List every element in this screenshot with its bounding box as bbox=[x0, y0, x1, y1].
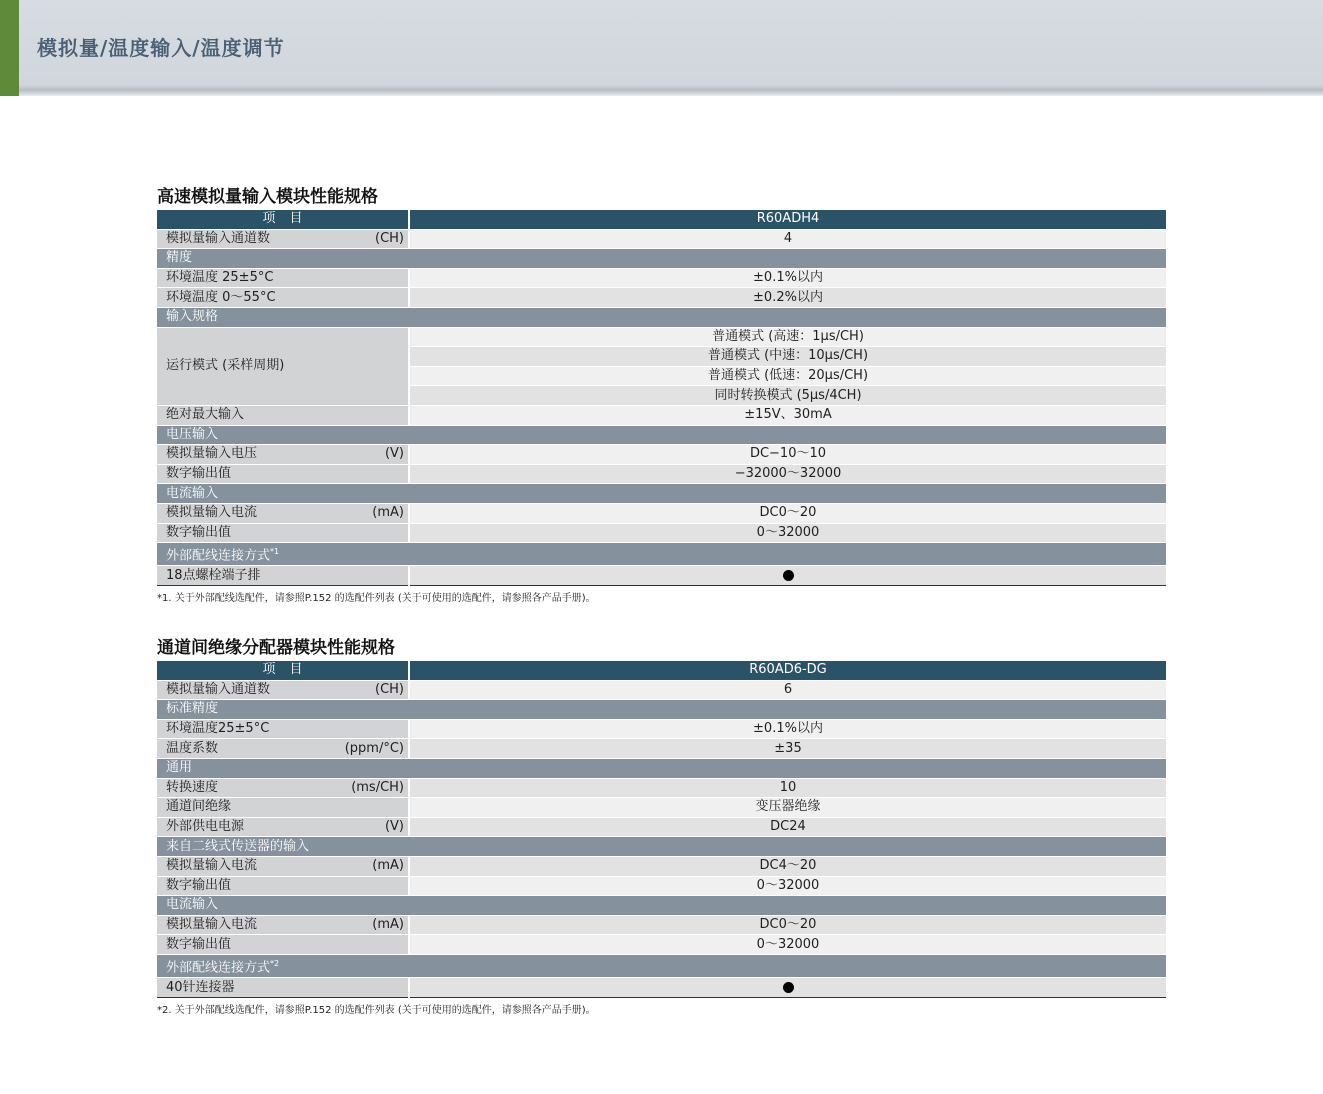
spec-section-r60ad6-dg bbox=[157, 637, 1166, 1018]
page-header bbox=[0, 0, 1323, 96]
table-row bbox=[157, 856, 1166, 876]
table-header-row bbox=[157, 210, 1166, 229]
row-label: 转换速度 bbox=[166, 779, 219, 795]
row-label: 温度系数 bbox=[166, 740, 219, 756]
category-label: 电流输入 bbox=[157, 484, 1166, 504]
category-row bbox=[157, 758, 1166, 778]
spec-table-r60adh4 bbox=[157, 210, 1166, 586]
category-label: 精度 bbox=[157, 249, 1166, 269]
table-row bbox=[157, 739, 1166, 759]
table-row bbox=[157, 405, 1166, 425]
model-column-header: R60AD6-DG bbox=[409, 661, 1166, 680]
category-row bbox=[157, 307, 1166, 327]
footnote: *1. 关于外部配线选配件，请参照P.152 的选配件列表 (关于可使用的选配件，请参照各产品手册)。 bbox=[157, 593, 596, 605]
table-row bbox=[157, 719, 1166, 739]
section-title: 通道间绝缘分配器模块性能规格 bbox=[157, 638, 395, 658]
row-label: 环境温度25±5°C bbox=[157, 719, 409, 739]
row-label: 外部供电电源 bbox=[166, 819, 245, 835]
category-row bbox=[157, 543, 1166, 566]
table-row bbox=[157, 445, 1166, 465]
row-value: 4 bbox=[409, 229, 1166, 249]
category-label: 标准精度 bbox=[157, 700, 1166, 720]
row-unit: (V) bbox=[384, 446, 404, 462]
category-label: 外部配线连接方式 bbox=[166, 960, 271, 976]
row-label: 模拟量输入电压 bbox=[166, 446, 258, 462]
row-value: 0～32000 bbox=[409, 876, 1166, 896]
row-value: 同时转换模式 (5μs/4CH) bbox=[409, 386, 1166, 406]
table-row bbox=[157, 680, 1166, 700]
row-unit: (mA) bbox=[372, 917, 404, 933]
category-row bbox=[157, 425, 1166, 445]
table-header-row bbox=[157, 661, 1166, 680]
row-unit: (mA) bbox=[372, 505, 404, 521]
item-column-header: 项目 bbox=[157, 661, 409, 680]
row-value: DC−10～10 bbox=[409, 445, 1166, 465]
table-row bbox=[157, 876, 1166, 896]
category-label: 电压输入 bbox=[157, 425, 1166, 445]
row-value: 0～32000 bbox=[409, 935, 1166, 955]
table-row bbox=[157, 817, 1166, 837]
category-row bbox=[157, 954, 1166, 977]
row-label: 环境温度 0～55°C bbox=[157, 288, 409, 308]
row-value: ±0.1%以内 bbox=[409, 719, 1166, 739]
row-label: 运行模式 (采样周期) bbox=[157, 327, 409, 405]
row-label: 数字输出值 bbox=[157, 876, 409, 896]
table-row bbox=[157, 566, 1166, 586]
row-label: 40针连接器 bbox=[157, 978, 409, 998]
row-value: DC24 bbox=[409, 817, 1166, 837]
row-value: DC4～20 bbox=[409, 856, 1166, 876]
row-unit: (ppm/°C) bbox=[344, 740, 404, 756]
table-row bbox=[157, 935, 1166, 955]
category-row bbox=[157, 837, 1166, 857]
row-label: 绝对最大输入 bbox=[157, 405, 409, 425]
row-value: 变压器绝缘 bbox=[409, 798, 1166, 818]
table-row bbox=[157, 288, 1166, 308]
table-row bbox=[157, 503, 1166, 523]
row-value: −32000～32000 bbox=[409, 464, 1166, 484]
page-title: 模拟量/温度输入/温度调节 bbox=[37, 36, 285, 60]
model-column-header: R60ADH4 bbox=[409, 210, 1166, 229]
row-label: 模拟量输入通道数 bbox=[166, 230, 271, 246]
supported-dot-icon bbox=[783, 982, 794, 993]
spec-table-r60ad6-dg bbox=[157, 661, 1166, 998]
row-unit: (V) bbox=[384, 819, 404, 835]
category-row bbox=[157, 700, 1166, 720]
row-value: DC0～20 bbox=[409, 503, 1166, 523]
row-label: 数字输出值 bbox=[157, 935, 409, 955]
header-accent-bar bbox=[0, 0, 19, 96]
row-unit: (ms/CH) bbox=[351, 779, 404, 795]
row-value: ±15V、30mA bbox=[409, 405, 1166, 425]
row-label: 模拟量输入电流 bbox=[166, 917, 258, 933]
footnote-marker: *2 bbox=[270, 958, 280, 968]
row-unit: (CH) bbox=[375, 230, 404, 246]
row-label: 模拟量输入通道数 bbox=[166, 681, 271, 697]
row-label: 数字输出值 bbox=[157, 464, 409, 484]
row-value: 普通模式 (中速：10μs/CH) bbox=[409, 347, 1166, 367]
table-row bbox=[157, 229, 1166, 249]
table-row bbox=[157, 464, 1166, 484]
row-label: 数字输出值 bbox=[157, 523, 409, 543]
footnote-marker: *1 bbox=[270, 547, 280, 557]
footnote: *2. 关于外部配线选配件，请参照P.152 的选配件列表 (关于可使用的选配件，请参照各产品手册)。 bbox=[157, 1004, 596, 1016]
row-value: ±0.1%以内 bbox=[409, 268, 1166, 288]
category-row bbox=[157, 896, 1166, 916]
row-value: DC0～20 bbox=[409, 915, 1166, 935]
row-value: 6 bbox=[409, 680, 1166, 700]
category-label: 通用 bbox=[157, 758, 1166, 778]
supported-dot-icon bbox=[783, 570, 794, 581]
item-column-header: 项目 bbox=[157, 210, 409, 229]
row-label: 18点螺栓端子排 bbox=[157, 566, 409, 586]
row-label: 模拟量输入电流 bbox=[166, 858, 258, 874]
table-row bbox=[157, 523, 1166, 543]
category-label: 电流输入 bbox=[157, 896, 1166, 916]
row-value: 10 bbox=[409, 778, 1166, 798]
table-row bbox=[157, 268, 1166, 288]
row-label: 环境温度 25±5°C bbox=[157, 268, 409, 288]
category-label: 外部配线连接方式 bbox=[166, 548, 271, 564]
category-label: 来自二线式传送器的输入 bbox=[157, 837, 1166, 857]
row-value: ±35 bbox=[409, 739, 1166, 759]
spec-section-r60adh4 bbox=[157, 186, 1166, 606]
row-value: ±0.2%以内 bbox=[409, 288, 1166, 308]
row-label: 通道间绝缘 bbox=[157, 798, 409, 818]
table-row bbox=[157, 798, 1166, 818]
row-value: 普通模式 (低速：20μs/CH) bbox=[409, 366, 1166, 386]
row-value: 0～32000 bbox=[409, 523, 1166, 543]
table-row bbox=[157, 915, 1166, 935]
table-row bbox=[157, 978, 1166, 998]
table-row bbox=[157, 778, 1166, 798]
category-row bbox=[157, 249, 1166, 269]
row-value: 普通模式 (高速：1μs/CH) bbox=[409, 327, 1166, 347]
row-unit: (mA) bbox=[372, 858, 404, 874]
section-title: 高速模拟量输入模块性能规格 bbox=[157, 187, 378, 207]
row-unit: (CH) bbox=[375, 681, 404, 697]
category-row bbox=[157, 484, 1166, 504]
category-label: 输入规格 bbox=[157, 307, 1166, 327]
row-label: 模拟量输入电流 bbox=[166, 505, 258, 521]
table-row bbox=[157, 327, 1166, 347]
